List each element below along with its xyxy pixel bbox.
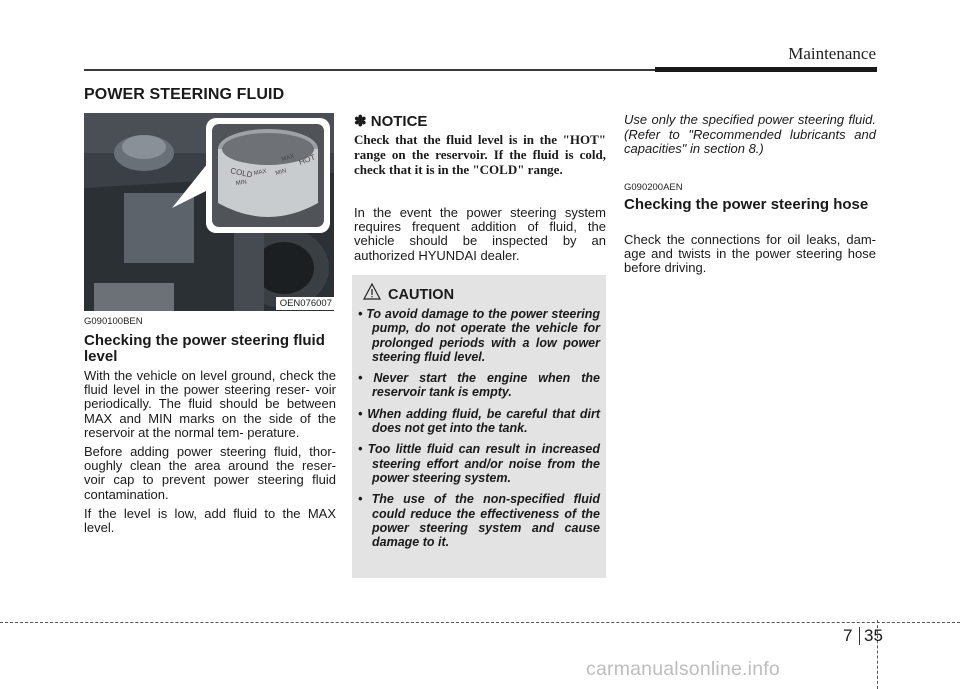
page-number-divider bbox=[859, 627, 860, 645]
photo-caption: OEN076007 bbox=[276, 297, 334, 310]
caution-item: • When adding fluid, be careful that dirt does not get into the tank. bbox=[358, 406, 600, 436]
left-body bbox=[84, 369, 336, 540]
caution-heading: CAUTION bbox=[388, 287, 455, 303]
left-paragraph: Before adding power steering fluid, thor- oughly clean the area around the reser- voir cap to prevent power steering fluid contamination. bbox=[84, 444, 336, 502]
caution-item: • To avoid damage to the power steering pump, do not operate the vehicle for prolonged periods with a low power steering fluid level. bbox=[358, 307, 600, 364]
running-header-title: Maintenance bbox=[788, 44, 876, 63]
notice-body: In the event the power steering system requires frequent addition of fluid, the vehicle should be inspected by an authorized HYUNDAI dealer. bbox=[354, 205, 606, 263]
fluid-specification-note: Use only the specified power steering fluid. (Refer to "Recommended lubricants and capacities" in section 8.) bbox=[624, 112, 876, 156]
caution-item: • Never start the engine when the reservoir tank is empty. bbox=[358, 371, 600, 400]
caution-list bbox=[358, 307, 600, 556]
right-subheading: Checking the power steering hose bbox=[624, 196, 869, 213]
notice-text: Check that the fluid level is in the "HOT" range on the reservoir. If the fluid is cold, check that it is in the "COLD" range. bbox=[354, 132, 606, 177]
page-number: 35 bbox=[864, 626, 883, 645]
photo-label-max-a: MAX bbox=[253, 168, 268, 177]
left-subheading: Checking the power steering fluid level bbox=[84, 332, 325, 365]
photo-label-max-b: MAX bbox=[280, 153, 296, 163]
photo-label-cold: COLD bbox=[229, 166, 254, 180]
reservoir-photo bbox=[84, 113, 334, 311]
photo-label-hot: HOT bbox=[297, 152, 317, 167]
photo-label-min-a: MIN bbox=[235, 179, 248, 187]
left-section-code: G090100BEN bbox=[84, 316, 143, 327]
notice-heading: ✽ NOTICE bbox=[354, 113, 428, 130]
left-paragraph: If the level is low, add fluid to the MAX level. bbox=[84, 505, 336, 536]
caution-item: • Too little fluid can result in increased steering effort and/or noise from the power steering system. bbox=[358, 442, 600, 485]
page-chapter-number: 7 bbox=[843, 626, 853, 645]
warning-triangle-icon bbox=[363, 283, 381, 300]
right-body: Check the connections for oil leaks, dam- age and twists in the power steering hose before driving. bbox=[624, 232, 876, 276]
section-title: POWER STEERING FLUID bbox=[84, 86, 285, 103]
right-section-code: G090200AEN bbox=[624, 182, 683, 193]
footer-rule bbox=[0, 622, 960, 623]
bottom-watermark: carmanualsonline.info bbox=[586, 658, 780, 680]
photo-label-min-b: MIN bbox=[274, 168, 288, 177]
left-paragraph: With the vehicle on level ground, check the fluid level in the power steering reser- voir periodically. The fluid should be between MAX and MIN marks on the side of the reservoir at the normal tem- perature. bbox=[84, 368, 336, 440]
caution-item: • The use of the non-specified fluid could reduce the effectiveness of the power steering system and cause damage to it. bbox=[358, 492, 600, 550]
header-rule-tab bbox=[655, 67, 877, 72]
